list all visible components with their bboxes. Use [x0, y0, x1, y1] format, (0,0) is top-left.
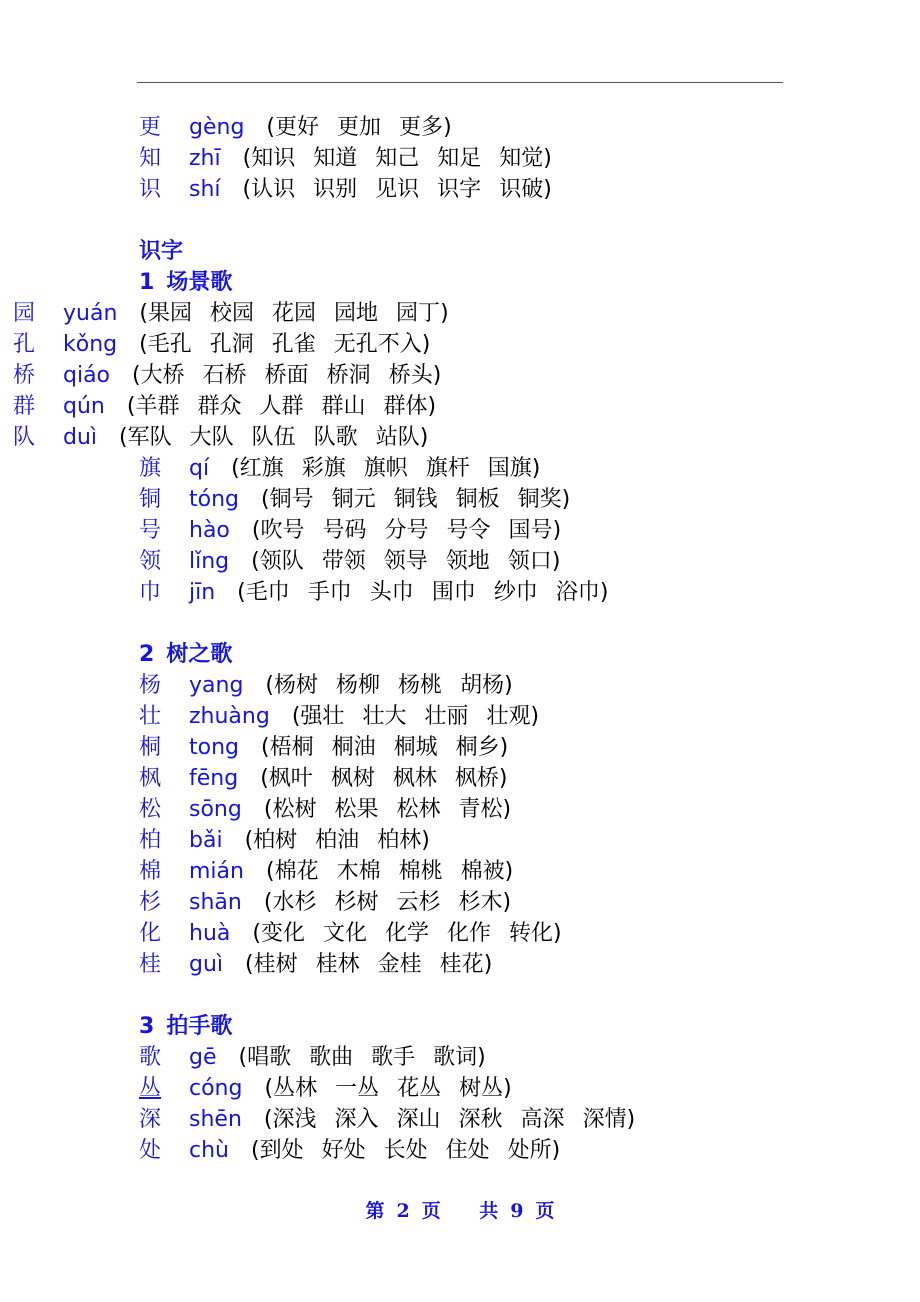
vocab-word: 深浅: [272, 1107, 317, 1132]
vocab-pinyin: yuán: [63, 301, 118, 326]
vocab-word: 好处: [321, 1138, 366, 1163]
vocab-row: [0, 701, 920, 732]
vocab-word: 识字: [437, 177, 482, 202]
vocab-word: 强壮: [300, 704, 345, 729]
spacer: [0, 205, 920, 236]
vocab-word-list: (松树 松果 松林 青松): [264, 794, 511, 825]
vocab-word-list: (柏树 柏油 柏林): [245, 825, 430, 856]
vocab-word: 吹号: [260, 518, 305, 543]
vocab-word: 园丁: [396, 301, 441, 326]
vocab-word-list: (丛林 一丛 花丛 树丛): [264, 1073, 511, 1104]
vocab-word: 桐乡: [455, 735, 500, 760]
vocab-word-list: (变化 文化 化学 化作 转化): [252, 918, 561, 949]
total-label-1: 共: [479, 1200, 499, 1222]
vocab-row: [0, 515, 920, 546]
vocab-word: 胡杨: [460, 673, 505, 698]
vocab-word: 旗杆: [425, 456, 470, 481]
vocab-word: 柏林: [377, 828, 422, 853]
vocab-word: 到处: [259, 1138, 304, 1163]
total-label-2: 页: [535, 1200, 555, 1222]
vocab-word: 唱歌: [247, 1045, 292, 1070]
vocab-char: 旗: [139, 456, 162, 481]
vocab-word: 桥面: [264, 363, 309, 388]
vocab-word: 见识: [375, 177, 420, 202]
vocab-word: 围巾: [431, 580, 476, 605]
vocab-word: 杉树: [334, 890, 379, 915]
vocab-word: 铜钱: [393, 487, 438, 512]
vocab-row: [0, 174, 920, 205]
vocab-char: 丛: [139, 1076, 162, 1101]
vocab-row: [0, 577, 920, 608]
vocab-char: 深: [139, 1107, 162, 1132]
vocab-word: 梧桐: [269, 735, 314, 760]
vocab-word: 花丛: [397, 1076, 442, 1101]
vocab-word: 群山: [321, 394, 366, 419]
vocab-pinyin: sōng: [189, 797, 242, 822]
vocab-word: 杨桃: [398, 673, 443, 698]
vocab-pinyin: bǎi: [189, 828, 223, 853]
vocab-word: 铜板: [455, 487, 500, 512]
vocab-char: 柏: [139, 828, 162, 853]
vocab-word-list: (桂树 桂林 金桂 桂花): [245, 949, 492, 980]
vocab-word-list: (领队 带领 领导 领地 领口): [251, 546, 560, 577]
vocab-word-list: (知识 知道 知己 知足 知觉): [243, 143, 552, 174]
vocab-word: 松树: [272, 797, 317, 822]
vocab-word: 知足: [437, 146, 482, 171]
vocab-word: 深情: [582, 1107, 627, 1132]
vocab-word: 更多: [399, 115, 444, 140]
vocab-word: 松果: [334, 797, 379, 822]
vocab-word: 棉桃: [398, 859, 443, 884]
vocab-word: 壮大: [362, 704, 407, 729]
vocab-pinyin: qí: [189, 456, 210, 481]
lesson-title: 拍手歌: [166, 1014, 233, 1039]
vocab-word: 处所: [507, 1138, 552, 1163]
vocab-word: 认识: [251, 177, 296, 202]
vocab-pinyin: lǐng: [189, 549, 230, 574]
vocab-word-list: (毛巾 手巾 头巾 围巾 纱巾 浴巾): [237, 577, 608, 608]
spacer: [0, 608, 920, 639]
vocab-row: [0, 329, 920, 360]
vocab-word: 住处: [445, 1138, 490, 1163]
vocab-content: [0, 112, 920, 1166]
vocab-pinyin: gèng: [189, 115, 245, 140]
vocab-char: 杨: [139, 673, 162, 698]
vocab-char: 桥: [13, 363, 36, 388]
vocab-word: 桐城: [393, 735, 438, 760]
vocab-char: 孔: [13, 332, 36, 357]
vocab-word: 领队: [259, 549, 304, 574]
vocab-word-list: (更好 更加 更多): [266, 112, 451, 143]
vocab-char: 桐: [139, 735, 162, 760]
vocab-char: 化: [139, 921, 162, 946]
vocab-word: 桂树: [253, 952, 298, 977]
vocab-word: 文化: [322, 921, 367, 946]
vocab-pinyin: kǒng: [63, 332, 118, 357]
vocab-char: 队: [13, 425, 36, 450]
vocab-char: 识: [139, 177, 162, 202]
vocab-word: 识破: [499, 177, 544, 202]
vocab-pinyin: yang: [189, 673, 244, 698]
vocab-row: [0, 918, 920, 949]
lesson-heading: [139, 267, 920, 298]
vocab-row: [0, 887, 920, 918]
vocab-word-list: (强壮 壮大 壮丽 壮观): [292, 701, 539, 732]
vocab-row: [0, 763, 920, 794]
vocab-word: 歌手: [371, 1045, 416, 1070]
vocab-word: 军队: [127, 425, 172, 450]
vocab-word-list: (红旗 彩旗 旗帜 旗杆 国旗): [231, 453, 540, 484]
vocab-word: 转化: [509, 921, 554, 946]
vocab-pinyin: tóng: [189, 487, 239, 512]
vocab-pinyin: gē: [189, 1045, 217, 1070]
vocab-char: 群: [13, 394, 36, 419]
page-number: 2: [396, 1200, 410, 1222]
vocab-word: 更好: [275, 115, 320, 140]
vocab-row: [0, 422, 920, 453]
vocab-pinyin: huà: [189, 921, 231, 946]
vocab-word: 浴巾: [555, 580, 600, 605]
vocab-row: [0, 143, 920, 174]
vocab-pinyin: duì: [63, 425, 98, 450]
vocab-word-list: (深浅 深入 深山 深秋 高深 深情): [264, 1104, 635, 1135]
vocab-word: 水杉: [272, 890, 317, 915]
vocab-word: 旗帜: [363, 456, 408, 481]
vocab-word: 铜奖: [517, 487, 562, 512]
vocab-char: 知: [139, 146, 162, 171]
vocab-pinyin: hào: [189, 518, 230, 543]
vocab-word: 丛林: [273, 1076, 318, 1101]
page-footer: [0, 1196, 920, 1223]
vocab-word: 号码: [322, 518, 367, 543]
vocab-pinyin: chù: [189, 1138, 229, 1163]
vocab-word: 木棉: [336, 859, 381, 884]
vocab-word: 人群: [259, 394, 304, 419]
vocab-row: [0, 484, 920, 515]
vocab-word: 果园: [147, 301, 192, 326]
vocab-word-list: (毛孔 孔洞 孔雀 无孔不入): [139, 329, 430, 360]
vocab-row: [0, 1104, 920, 1135]
vocab-word: 化学: [385, 921, 430, 946]
vocab-row: [0, 546, 920, 577]
vocab-pinyin: shí: [189, 177, 221, 202]
vocab-word: 柏树: [253, 828, 298, 853]
vocab-row: [0, 453, 920, 484]
vocab-word: 金桂: [377, 952, 422, 977]
vocab-word-list: (羊群 群众 人群 群山 群体): [127, 391, 436, 422]
vocab-row: [0, 856, 920, 887]
vocab-char: 枫: [139, 766, 162, 791]
vocab-word: 桂花: [439, 952, 484, 977]
spacer: [0, 980, 920, 1011]
vocab-row: [0, 112, 920, 143]
vocab-char: 棉: [139, 859, 162, 884]
vocab-word: 棉花: [274, 859, 319, 884]
vocab-word: 花园: [272, 301, 317, 326]
vocab-word: 杨柳: [336, 673, 381, 698]
vocab-word-list: (到处 好处 长处 住处 处所): [251, 1135, 560, 1166]
vocab-word: 国号: [508, 518, 553, 543]
vocab-word: 分号: [384, 518, 429, 543]
vocab-word: 壮丽: [424, 704, 469, 729]
vocab-pinyin: cóng: [189, 1076, 243, 1101]
vocab-word: 队伍: [251, 425, 296, 450]
vocab-word-list: (枫叶 枫树 枫林 枫桥): [260, 763, 507, 794]
vocab-word: 深秋: [458, 1107, 503, 1132]
vocab-char: 处: [139, 1138, 162, 1163]
vocab-word: 杨树: [274, 673, 319, 698]
vocab-word: 队歌: [313, 425, 358, 450]
vocab-char: 壮: [139, 704, 162, 729]
vocab-word: 园地: [334, 301, 379, 326]
vocab-char: 领: [139, 549, 162, 574]
vocab-char: 铜: [139, 487, 162, 512]
lesson-number: 1: [139, 270, 155, 295]
vocab-word: 群体: [383, 394, 428, 419]
vocab-row: [0, 732, 920, 763]
vocab-word-list: (军队 大队 队伍 队歌 站队): [119, 422, 428, 453]
vocab-word: 松林: [396, 797, 441, 822]
vocab-word: 枫桥: [454, 766, 499, 791]
vocab-word: 歌词: [433, 1045, 478, 1070]
vocab-word-list: (唱歌 歌曲 歌手 歌词): [239, 1042, 486, 1073]
vocab-row: [0, 825, 920, 856]
vocab-row: [0, 1135, 920, 1166]
vocab-pinyin: zhī: [189, 146, 221, 171]
page-label-1: 第: [365, 1200, 385, 1222]
vocab-word: 知觉: [499, 146, 544, 171]
vocab-word: 深入: [334, 1107, 379, 1132]
vocab-word-list: (梧桐 桐油 桐城 桐乡): [261, 732, 508, 763]
vocab-word: 国旗: [487, 456, 532, 481]
vocab-pinyin: shēn: [189, 1107, 242, 1132]
vocab-word: 带领: [321, 549, 366, 574]
vocab-word: 壮观: [486, 704, 531, 729]
vocab-word: 长处: [383, 1138, 428, 1163]
vocab-word: 号令: [446, 518, 491, 543]
vocab-word: 群众: [197, 394, 242, 419]
vocab-char: 歌: [139, 1045, 162, 1070]
vocab-word: 石桥: [202, 363, 247, 388]
vocab-pinyin: zhuàng: [189, 704, 270, 729]
vocab-word-list: (大桥 石桥 桥面 桥洞 桥头): [132, 360, 441, 391]
lesson-heading: [139, 639, 920, 670]
vocab-word: 领口: [507, 549, 552, 574]
page-label-2: 页: [421, 1200, 441, 1222]
vocab-word: 杉木: [458, 890, 503, 915]
vocab-char: 桂: [139, 952, 162, 977]
vocab-word: 青松: [458, 797, 503, 822]
vocab-word: 手巾: [307, 580, 352, 605]
vocab-word: 一丛: [335, 1076, 380, 1101]
vocab-word-list: (铜号 铜元 铜钱 铜板 铜奖): [261, 484, 570, 515]
vocab-word: 领地: [445, 549, 490, 574]
vocab-pinyin: fēng: [189, 766, 239, 791]
vocab-row: [0, 1073, 920, 1104]
vocab-word: 桐油: [331, 735, 376, 760]
vocab-word: 毛孔: [147, 332, 192, 357]
section-title: 识字: [139, 239, 184, 264]
vocab-word: 知己: [375, 146, 420, 171]
vocab-row: [0, 298, 920, 329]
vocab-word: 更加: [337, 115, 382, 140]
vocab-word-list: (果园 校园 花园 园地 园丁): [139, 298, 448, 329]
lesson-heading: [139, 1011, 920, 1042]
total-pages: 9: [510, 1200, 524, 1222]
vocab-word: 大桥: [140, 363, 185, 388]
vocab-word: 云杉: [396, 890, 441, 915]
vocab-word: 站队: [375, 425, 420, 450]
vocab-word: 红旗: [239, 456, 284, 481]
vocab-pinyin: shān: [189, 890, 242, 915]
vocab-pinyin: qiáo: [63, 363, 111, 388]
vocab-word: 毛巾: [245, 580, 290, 605]
vocab-word: 枫叶: [268, 766, 313, 791]
vocab-word-list: (认识 识别 见识 识字 识破): [243, 174, 552, 205]
vocab-word: 树丛: [459, 1076, 504, 1101]
vocab-word: 变化: [260, 921, 305, 946]
vocab-word: 无孔不入: [333, 332, 422, 357]
vocab-word: 知道: [313, 146, 358, 171]
vocab-word: 深山: [396, 1107, 441, 1132]
vocab-row: [0, 360, 920, 391]
vocab-row: [0, 949, 920, 980]
vocab-word: 铜号: [269, 487, 314, 512]
vocab-row: [0, 794, 920, 825]
vocab-char: 园: [13, 301, 36, 326]
vocab-row: [0, 1042, 920, 1073]
vocab-word-list: (杨树 杨柳 杨桃 胡杨): [265, 670, 512, 701]
vocab-word: 桂林: [315, 952, 360, 977]
vocab-char: 杉: [139, 890, 162, 915]
vocab-word: 枫林: [392, 766, 437, 791]
vocab-word: 领导: [383, 549, 428, 574]
vocab-word-list: (吹号 号码 分号 号令 国号): [252, 515, 561, 546]
vocab-word: 识别: [313, 177, 358, 202]
vocab-pinyin: mián: [189, 859, 244, 884]
vocab-word: 知识: [251, 146, 296, 171]
vocab-pinyin: guì: [189, 952, 224, 977]
vocab-word: 棉被: [460, 859, 505, 884]
vocab-pinyin: tong: [189, 735, 239, 760]
vocab-row: [0, 670, 920, 701]
lesson-title: 场景歌: [166, 270, 233, 295]
vocab-word: 桥头: [388, 363, 433, 388]
vocab-word: 化作: [447, 921, 492, 946]
vocab-char: 更: [139, 115, 162, 140]
vocab-word: 桥洞: [326, 363, 371, 388]
vocab-pinyin: qún: [63, 394, 105, 419]
vocab-word: 羊群: [135, 394, 180, 419]
header-rule: [137, 82, 783, 83]
vocab-word: 孔雀: [271, 332, 316, 357]
vocab-word: 大队: [189, 425, 234, 450]
lesson-number: 3: [139, 1014, 155, 1039]
vocab-word: 彩旗: [301, 456, 346, 481]
vocab-word: 纱巾: [493, 580, 538, 605]
vocab-word: 孔洞: [209, 332, 254, 357]
lesson-number: 2: [139, 642, 155, 667]
vocab-word: 高深: [520, 1107, 565, 1132]
vocab-word: 柏油: [315, 828, 360, 853]
vocab-char: 号: [139, 518, 162, 543]
vocab-char: 松: [139, 797, 162, 822]
vocab-word-list: (棉花 木棉 棉桃 棉被): [266, 856, 513, 887]
vocab-char: 巾: [139, 580, 162, 605]
vocab-pinyin: jīn: [189, 580, 216, 605]
vocab-word: 校园: [210, 301, 255, 326]
vocab-row: [0, 391, 920, 422]
vocab-word: 头巾: [369, 580, 414, 605]
vocab-word: 歌曲: [309, 1045, 354, 1070]
vocab-word: 枫树: [330, 766, 375, 791]
vocab-word: 铜元: [331, 487, 376, 512]
vocab-word-list: (水杉 杉树 云杉 杉木): [264, 887, 511, 918]
lesson-title: 树之歌: [166, 642, 233, 667]
